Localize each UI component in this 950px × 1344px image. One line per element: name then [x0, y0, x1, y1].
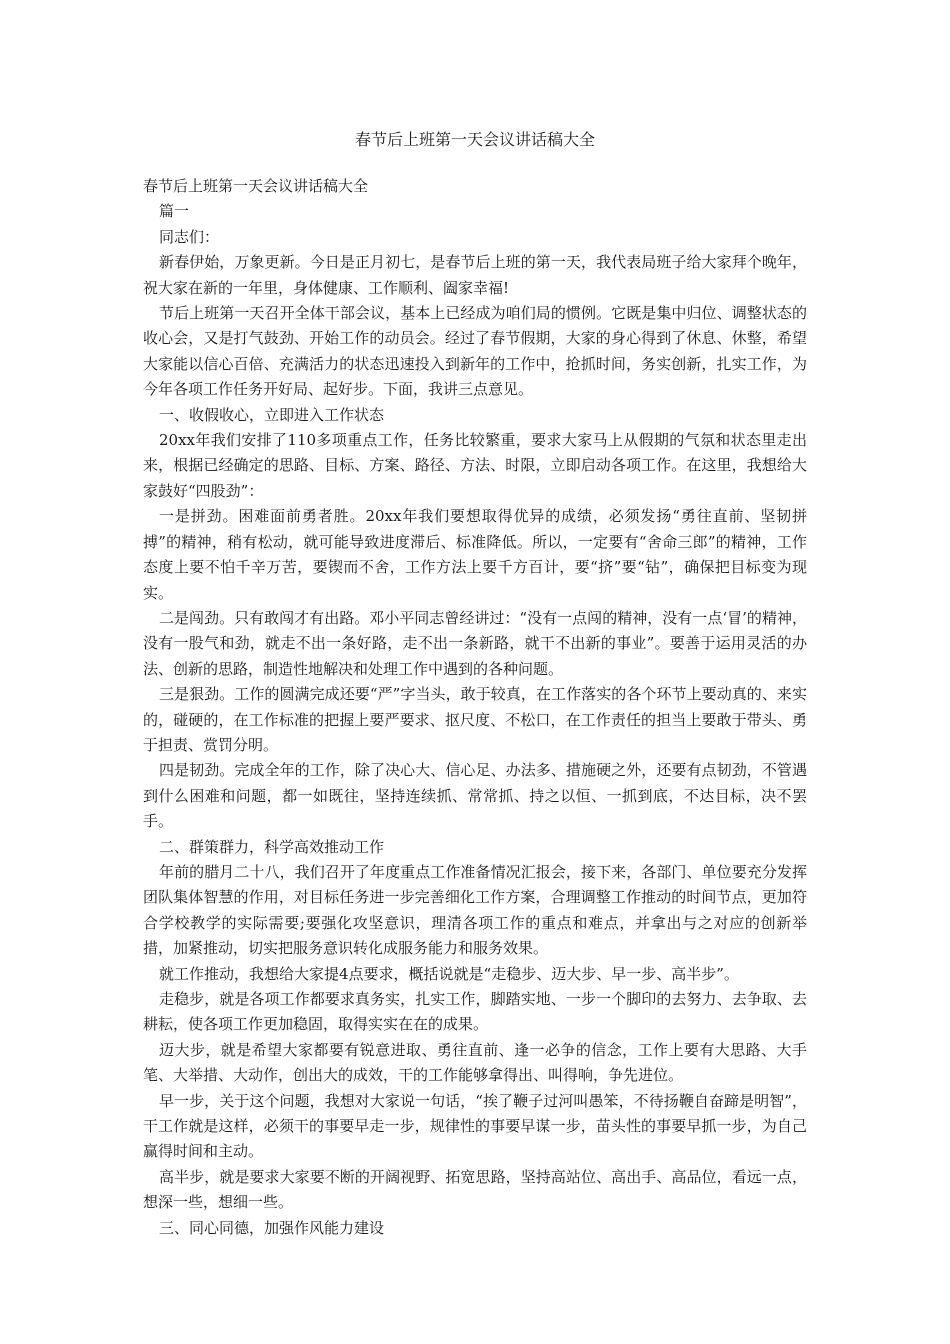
paragraph: 节后上班第一天召开全体干部会议，基本上已经成为咱们局的惯例。它既是集中归位、调整状态的收心会，又是打气鼓劲、开始工作的动员会。经过了春节假期，大家的身心得到了休息、休整，希望大家能以信心百倍、充满活力的状态迅速投入到新年的工作中，抢抓时间，务实创新，扎实工作，为今年各项工作任务开好局、起好步。下面，我讲三点意见。 — [143, 304, 807, 399]
section-heading: 二、群策群力，科学高效推动工作 — [159, 837, 385, 856]
body-heading: 春节后上班第一天会议讲话稿大全 — [143, 177, 369, 195]
document-body — [143, 174, 807, 1241]
paragraph: 高半步，就是要求大家要不断的开阔视野、拓宽思路，坚持高站位、高出手、高品位，看远一点，想深一些，想细一些。 — [143, 1167, 807, 1212]
paragraph: 四是韧劲。完成全年的工作，除了决心大、信心足、办法多、措施硬之外，还要有点韧劲，不管遇到什么困难和问题，都一如既往，坚持连续抓、常常抓、持之以恒、一抓到底，不达目标，决不罢手。 — [143, 761, 807, 831]
section-heading: 三、同心同德，加强作风能力建设 — [159, 1218, 385, 1237]
paragraph: 20xx年我们安排了110多项重点工作，任务比较繁重，要求大家马上从假期的气氛和状态里走出来，根据已经确定的思路、目标、方案、路径、方法、时限，立即启动各项工作。在这里，我想给大家鼓好“四股劲”： — [143, 431, 807, 500]
paragraph: 二是闯劲。只有敢闯才有出路。邓小平同志曾经讲过：“没有一点闯的精神，没有一点‘冒’的精神，没有一股气和劲，就走不出一条好路，走不出一条新路，就干不出新的事业”。要善于运用灵活的办法、创新的思路，制造性地解决和处理工作中遇到的各种问题。 — [143, 608, 807, 678]
paragraph: 迈大步，就是希望大家都要有锐意进取、勇往直前、逢一必争的信念，工作上要有大思路、大手笔、大举措、大动作，创出大的成效，干的工作能够拿得出、叫得响，争先进位。 — [143, 1040, 807, 1085]
paragraph: 同志们： — [159, 227, 220, 246]
paragraph: 一是拼劲。困难面前勇者胜。20xx年我们要想取得优异的成绩，必须发扬“勇往直前、坚韧拼搏”的精神，稍有松动，就可能导致进度滞后、标准降低。所以，一定要有“舍命三郎”的精神，工作态度上要不怕千辛万苦，要锲而不舍，工作方法上要千方百计，要“挤”要“钻”，确保把目标变为现实。 — [143, 507, 807, 602]
paragraph: 年前的腊月二十八，我们召开了年度重点工作准备情况汇报会，接下来，各部门、单位要充分发挥团队集体智慧的作用，对目标任务进一步完善细化工作方案，合理调整工作推动的时间节点，更加符合学校教学的实际需要;要强化攻坚意识，理清各项工作的重点和难点，并拿出与之对应的创新举措，加紧推动，切实把服务意识转化成服务能力和服务效果。 — [143, 862, 807, 958]
paragraph: 新春伊始，万象更新。今日是正月初七，是春节后上班的第一天，我代表局班子给大家拜个晚年，祝大家在新的一年里，身体健康、工作顺利、阖家幸福! — [143, 253, 807, 297]
paragraph: 走稳步，就是各项工作都要求真务实，扎实工作，脚踏实地、一步一个脚印的去努力、去争取、去耕耘，使各项工作更加稳固，取得实实在在的成果。 — [143, 990, 807, 1034]
paragraph: 早一步，关于这个问题，我想对大家说一句话，“挨了鞭子过河叫愚笨，不待扬鞭自奋蹄是明智”，干工作就是这样，必须干的事要早走一步，规律性的事要早谋一步，苗头性的事要早抓一步，为自己赢得时间和主动。 — [143, 1091, 807, 1161]
document-title: 春节后上班第一天会议讲话稿大全 — [354, 130, 595, 149]
paragraph: 三是狠劲。工作的圆满完成还要“严”字当头，敢于较真，在工作落实的各个环节上要动真的、来实的，碰硬的，在工作标准的把握上要严要求、抠尺度、不松口，在工作责任的担当上要敢于带头、勇于担责、赏罚分明。 — [143, 685, 807, 754]
paragraph: 篇一 — [159, 202, 190, 221]
section-heading: 一、收假收心，立即进入工作状态 — [159, 405, 385, 424]
paragraph: 就工作推动，我想给大家提4点要求，概括说就是“走稳步、迈大步、早一步、高半步”。 — [159, 964, 739, 983]
